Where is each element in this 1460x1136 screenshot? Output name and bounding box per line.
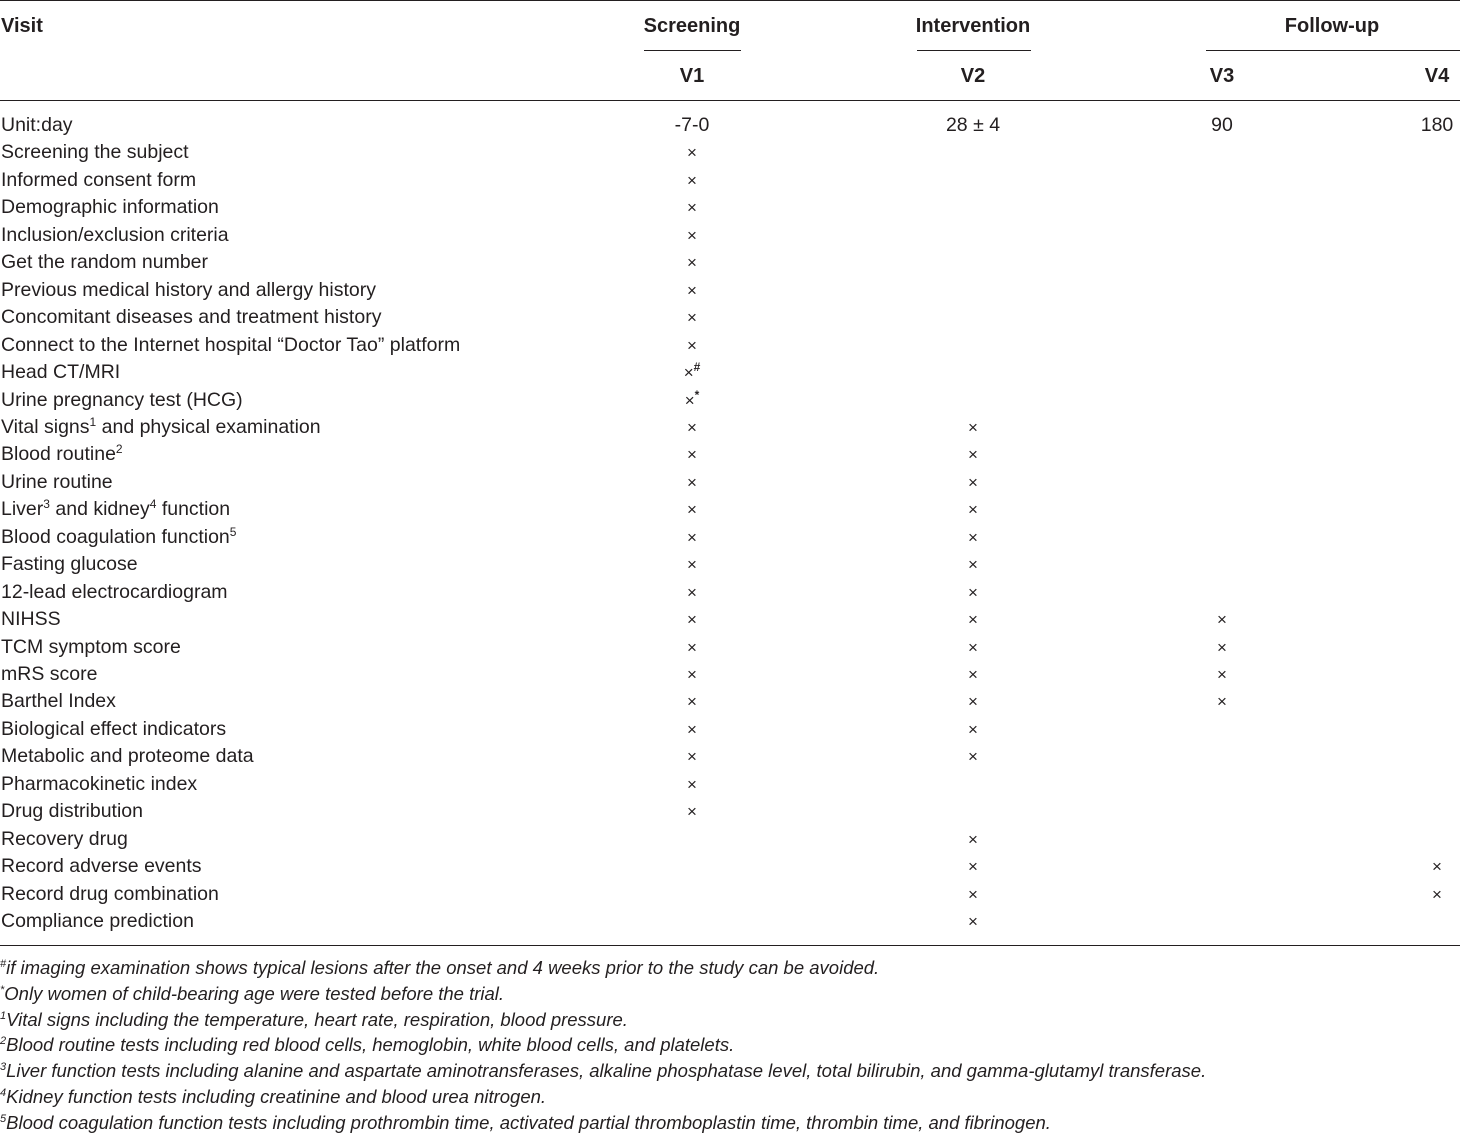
table-row <box>0 222 1460 249</box>
table-row <box>0 469 1460 496</box>
table-row <box>0 771 1460 798</box>
cell-v1: -7-0 <box>674 114 710 136</box>
row-label: Head CT/MRI <box>1 361 121 384</box>
table-row <box>0 524 1460 551</box>
cell-v1: × <box>687 198 697 218</box>
row-label: Inclusion/exclusion criteria <box>1 223 229 246</box>
group-header-screening: Screening <box>643 15 741 37</box>
cell-v1: × <box>687 527 697 547</box>
table-row <box>0 634 1460 661</box>
row-label: Blood routine$^2$ <box>1 442 123 466</box>
cell-v1: ×* <box>684 387 700 410</box>
row-label: Record drug combination <box>1 882 219 905</box>
footnotes <box>0 955 1460 1136</box>
cell-v1: × <box>687 417 697 437</box>
row-label: Fasting glucose <box>1 553 138 576</box>
cell-v1: × <box>687 225 697 245</box>
row-label: Metabolic and proteome data <box>1 745 254 768</box>
table-row <box>0 139 1460 166</box>
cell-v2: × <box>968 472 978 492</box>
visit-header-v1: V1 <box>679 65 705 87</box>
screening-group-rule <box>644 50 741 51</box>
cell-v1: × <box>687 665 697 684</box>
table-top-rule <box>0 0 1460 1</box>
row-label: Concomitant diseases and treatment history <box>1 306 382 329</box>
cell-v2: × <box>968 500 978 520</box>
cell-v2: × <box>968 829 978 849</box>
table-row <box>0 304 1460 331</box>
cell-v2: 28 ± 4 <box>945 114 1001 136</box>
cell-v1: × <box>687 472 697 492</box>
cell-v3: × <box>1217 665 1227 684</box>
table-row <box>0 194 1460 221</box>
cell-v2: × <box>968 555 978 575</box>
cell-v2: × <box>968 912 978 932</box>
table-row <box>0 579 1460 606</box>
table-row <box>0 606 1460 633</box>
cell-v1: × <box>687 555 697 575</box>
cell-v2: × <box>968 665 978 684</box>
cell-v2: × <box>968 857 978 877</box>
cell-v3: 90 <box>1211 114 1233 136</box>
row-label: mRS score <box>1 663 98 685</box>
row-label: Compliance prediction <box>1 910 194 933</box>
row-label: NIHSS <box>1 608 61 631</box>
table-row <box>0 167 1460 194</box>
footnote: $^3$Liver function tests including alanine and aspartate aminotransferases, alkaline phosphatase level, total bilirubin, and gamma-glutamyl transferase. <box>0 1060 1207 1082</box>
row-label: Urine routine <box>1 470 113 493</box>
row-label: Vital signs$^1$ and physical examination <box>1 414 321 438</box>
visit-header-v2: V2 <box>960 65 986 87</box>
cell-v1: × <box>687 692 697 712</box>
cell-v1: × <box>687 610 697 630</box>
table-row <box>0 688 1460 715</box>
table-row <box>0 277 1460 304</box>
row-label: Connect to the Internet hospital “Doctor Tao” platform <box>1 333 461 356</box>
cell-v2: × <box>968 747 978 767</box>
footnote: $^2$Blood routine tests including red blood cells, hemoglobin, white blood cells, and platelets. <box>0 1034 735 1056</box>
cell-v1: × <box>687 308 697 328</box>
cell-v3: × <box>1217 637 1227 657</box>
cell-v3: × <box>1217 610 1227 630</box>
cell-v1: × <box>687 280 697 300</box>
table-row <box>0 496 1460 523</box>
table-row <box>0 798 1460 825</box>
table-row <box>0 249 1460 276</box>
cell-v4: 180 <box>1420 114 1454 136</box>
cell-v2: × <box>968 610 978 630</box>
visit-header-v4: V4 <box>1424 65 1450 87</box>
row-label: Pharmacokinetic index <box>1 772 198 795</box>
cell-v2: × <box>968 884 978 904</box>
row-label: Recovery drug <box>1 827 128 850</box>
row-label: Record adverse events <box>1 855 202 878</box>
cell-v1: × <box>687 143 697 163</box>
cell-v2: × <box>968 417 978 437</box>
row-label: 12-lead electrocardiogram <box>1 580 228 603</box>
cell-v1: ×# <box>683 360 701 383</box>
footnote: $^5$Blood coagulation function tests including prothrombin time, activated partial thromboplastin time, thrombin time, and fibrinogen. <box>0 1111 1051 1133</box>
cell-v2: × <box>968 582 978 602</box>
footnote: *Only women of child-bearing age were tested before the trial. <box>0 982 505 1004</box>
cell-v1: × <box>687 802 697 822</box>
row-label: Blood coagulation function$^5$ <box>1 524 237 548</box>
cell-v2: × <box>968 637 978 657</box>
cell-v1: × <box>687 582 697 602</box>
table-row <box>0 716 1460 743</box>
footnote: #if imaging examination shows typical lesions after the onset and 4 weeks prior to the study can be avoided. <box>0 957 880 978</box>
table-row <box>0 743 1460 770</box>
table-bottom-rule <box>0 945 1460 946</box>
visit-header: Visit <box>1 15 43 37</box>
table-row <box>0 908 1460 935</box>
table-row <box>0 112 1460 139</box>
cell-v4: × <box>1432 857 1442 877</box>
row-label: Drug distribution <box>1 800 143 823</box>
table-row <box>0 551 1460 578</box>
table-row <box>0 387 1460 414</box>
cell-v2: × <box>968 719 978 739</box>
cell-v2: × <box>968 692 978 712</box>
footnote: $^4$Kidney function tests including creatinine and blood urea nitrogen. <box>0 1085 547 1107</box>
row-label: Biological effect indicators <box>1 717 227 740</box>
row-label: Urine pregnancy test (HCG) <box>1 388 243 411</box>
cell-v4: × <box>1432 884 1442 904</box>
table-row <box>0 661 1460 688</box>
row-label: Liver$^3$ and kidney$^4$ function <box>1 497 231 521</box>
cell-v1: × <box>687 637 697 657</box>
table-row <box>0 826 1460 853</box>
table-row <box>0 414 1460 441</box>
cell-v1: × <box>687 747 697 767</box>
row-label: Barthel Index <box>1 690 116 713</box>
cell-v1: × <box>687 253 697 273</box>
cell-v1: × <box>687 774 697 794</box>
cell-v2: × <box>968 527 978 547</box>
row-label: Demographic information <box>1 196 219 219</box>
row-label: Get the random number <box>1 251 209 274</box>
table-row <box>0 441 1460 468</box>
table-row <box>0 881 1460 908</box>
cell-v1: × <box>687 170 697 190</box>
table-row <box>0 853 1460 880</box>
header-rule <box>0 100 1460 101</box>
row-label: TCM symptom score <box>1 635 181 658</box>
cell-v2: × <box>968 445 978 465</box>
group-header-intervention: Intervention <box>915 15 1031 37</box>
table-row <box>0 359 1460 386</box>
row-label: Previous medical history and allergy history <box>1 278 376 301</box>
row-label: Informed consent form <box>1 168 197 191</box>
intervention-group-rule <box>917 50 1031 51</box>
cell-v1: × <box>687 335 697 355</box>
row-label: Unit:day <box>1 114 73 136</box>
followup-group-rule <box>1206 50 1460 51</box>
row-label: Screening the subject <box>1 141 189 164</box>
cell-v3: × <box>1217 692 1227 712</box>
cell-v1: × <box>687 719 697 739</box>
visit-header-v3: V3 <box>1209 65 1235 87</box>
footnote: $^1$Vital signs including the temperature, heart rate, respiration, blood pressure. <box>0 1008 628 1030</box>
cell-v1: × <box>687 500 697 520</box>
cell-v1: × <box>687 445 697 465</box>
table-row <box>0 332 1460 359</box>
group-header-followup: Follow-up <box>1284 15 1380 37</box>
